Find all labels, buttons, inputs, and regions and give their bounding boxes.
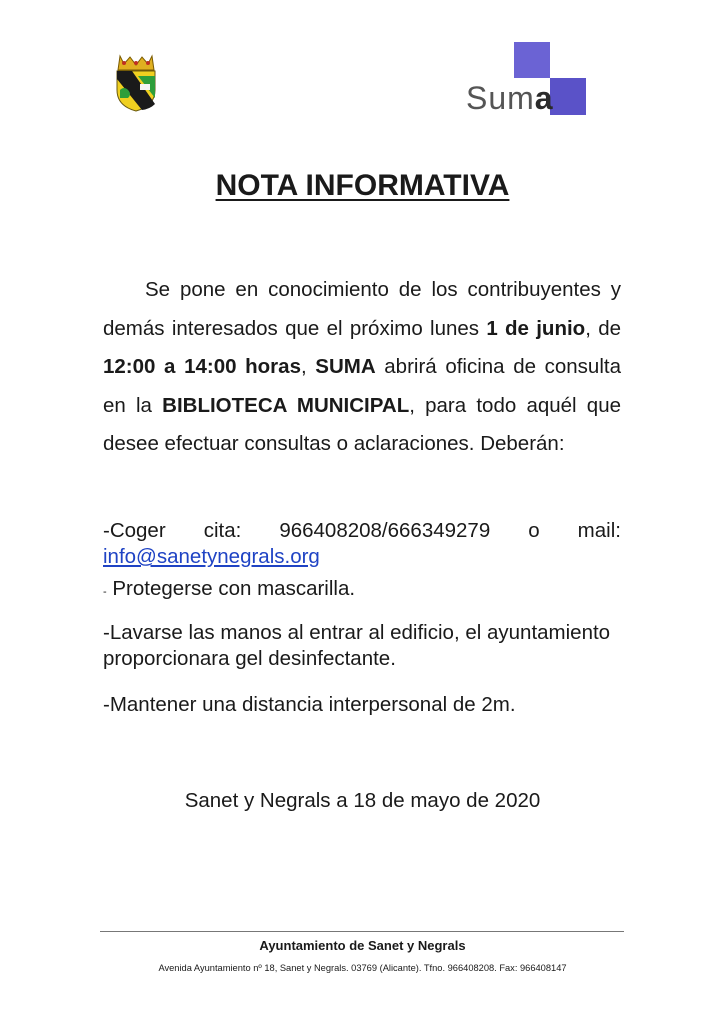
- appointment-item: -Coger cita: 966408208/666349279 o mail: info@sanetynegrals.org: [103, 519, 621, 568]
- footer-address: Avenida Ayuntamiento nº 18, Sanet y Negrals. 03769 (Alicante). Tfno. 966408208. Fax: 966408147: [158, 963, 567, 973]
- coat-of-arms-icon: [112, 54, 160, 112]
- logo-square-top: [514, 42, 550, 78]
- place-and-date: Sanet y Negrals a 18 de mayo de 2020: [184, 789, 541, 812]
- email-link[interactable]: info@sanetynegrals.org: [103, 545, 320, 568]
- notice-paragraph: Se pone en conocimiento de los contribuyentes y demás interesados que el próximo lunes 1 de junio, de 12:00 a 14:00 horas, SUMA abrirá oficina de consulta en la BIBLIOTECA MUNICIPAL, para todo aquél que desee efectuar consultas o aclaraciones. Deberán:: [103, 278, 621, 455]
- logo-wordmark: Suma: [466, 80, 554, 116]
- hand-washing-item: -Lavarse las manos al entrar al edificio, el ayuntamiento proporcionara gel desinfectante.: [103, 621, 611, 670]
- mask-item: - Protegerse con mascarilla.: [103, 577, 356, 600]
- phone-numbers: 966408208/666349279: [279, 519, 491, 542]
- document-title: NOTA INFORMATIVA: [215, 169, 510, 202]
- logo-square-bottom: [550, 78, 586, 115]
- footer-organization: Ayuntamiento de Sanet y Negrals: [259, 938, 466, 953]
- distance-item: -Mantener una distancia interpersonal de 2m.: [103, 693, 516, 716]
- suma-logo: [466, 42, 590, 122]
- footer-divider: [100, 931, 624, 932]
